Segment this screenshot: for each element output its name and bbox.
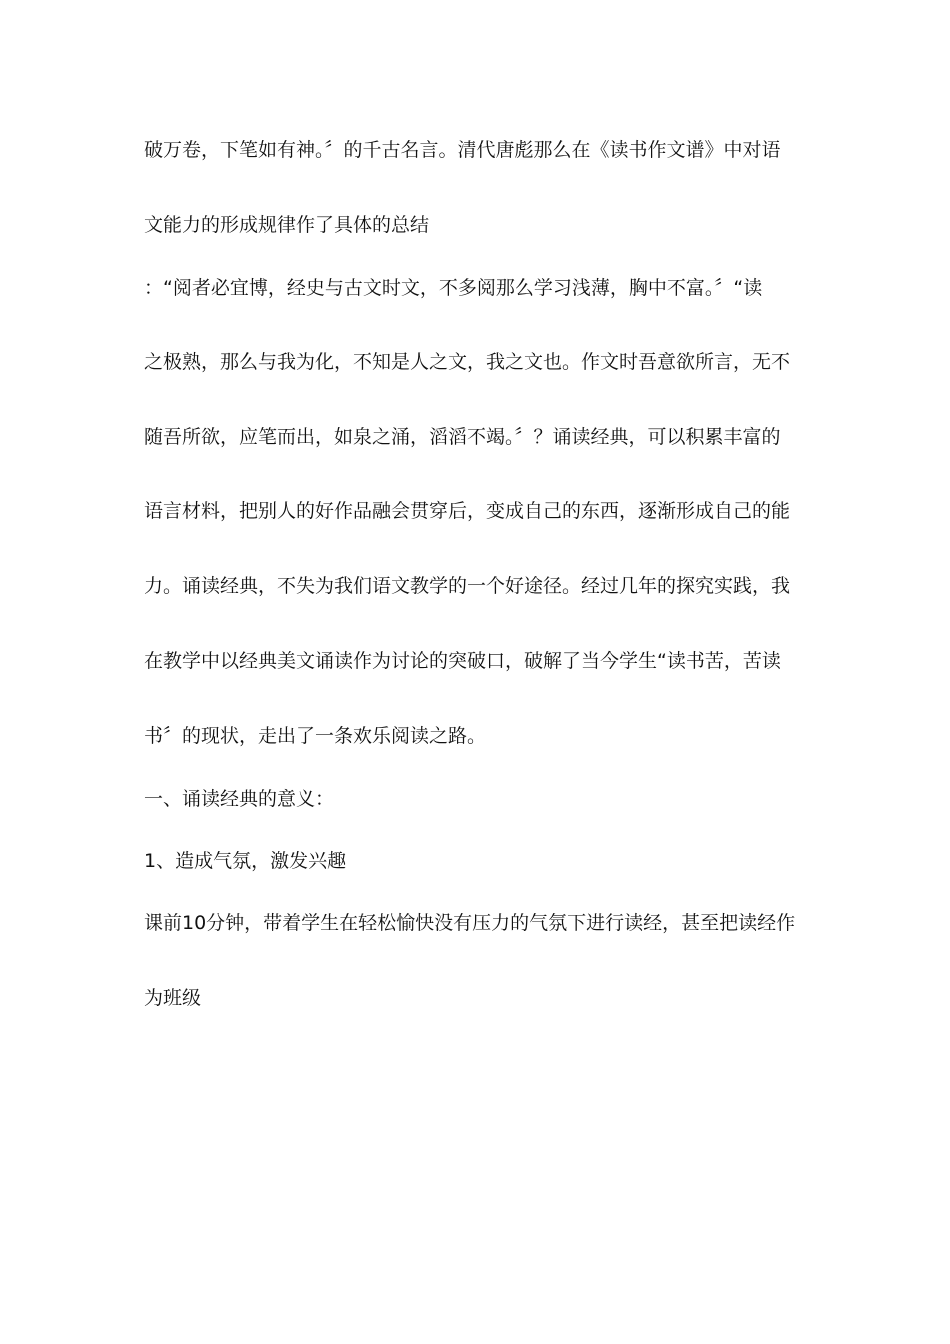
paragraph-line: 文能力的形成规律作了具体的总结 <box>144 214 430 236</box>
paragraph-line: ：“阅者必宜博，经史与古文时文，不多阅那么学习浅薄，胸中不富。〞“读 <box>144 277 763 299</box>
paragraph-line: 书〞的现状，走出了一条欢乐阅读之路。 <box>144 725 487 747</box>
paragraph-line: 之极熟，那么与我为化，不知是人之文，我之文也。作文时吾意欲所言，无不 <box>144 351 791 373</box>
subsection-heading: 1、造成气氛，激发兴趣 <box>144 850 347 872</box>
paragraph-line: 力。诵读经典，不失为我们语文教学的一个好途径。经过几年的探究实践，我 <box>144 575 791 597</box>
paragraph-line: 破万卷，下笔如有神。〞的千古名言。清代唐彪那么在《读书作文谱》中对语 <box>144 139 781 161</box>
paragraph-line: 课前10分钟，带着学生在轻松愉快没有压力的气氛下进行读经，甚至把读经作 <box>144 912 796 934</box>
paragraph-line: 随吾所欲，应笔而出，如泉之涌，滔滔不竭。〞？诵读经典，可以积累丰富的 <box>144 426 781 448</box>
section-heading: 一、诵读经典的意义： <box>144 788 335 810</box>
paragraph-line: 在教学中以经典美文诵读作为讨论的突破口，破解了当今学生“读书苦，苦读 <box>144 650 781 672</box>
paragraph-line: 为班级 <box>144 987 202 1009</box>
paragraph-line: 语言材料，把别人的好作品融会贯穿后，变成自己的东西，逐渐形成自己的能 <box>144 500 791 522</box>
